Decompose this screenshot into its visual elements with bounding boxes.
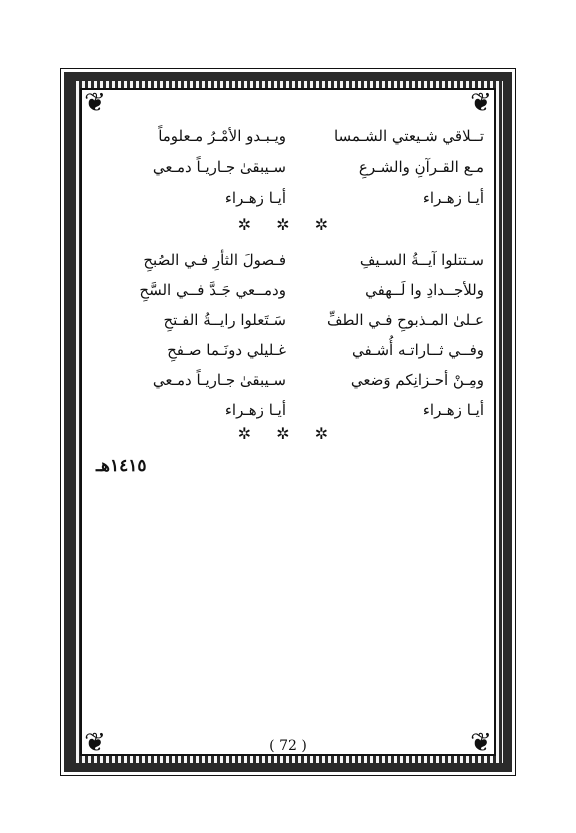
- verse-first-hemistich: وفــي ثــاراتـه أُشـفي: [351, 341, 484, 359]
- verse-second-hemistich: سـيبقىٰ جـاريـاً دمـعي: [152, 371, 286, 389]
- verse-second-hemistich: أيـا زهـراء: [224, 189, 286, 207]
- verse-first-hemistich: عـلىٰ المـذبوحِ فـي الطفِّ: [326, 311, 484, 329]
- stanza-separator: ✲ ✲ ✲: [237, 215, 339, 234]
- verse-first-hemistich: سـتتلوا آيــةُ السـيفِ: [359, 251, 484, 269]
- verse-line: [92, 306, 484, 334]
- corner-ornament-icon: ❦: [470, 728, 492, 758]
- verse-line: [92, 366, 484, 394]
- verse-second-hemistich: سَـتَعلوا رايــةُ الفـتحِ: [163, 311, 286, 329]
- verse-first-hemistich: تــلاقي شـيعتي الشـمسا: [333, 127, 484, 145]
- verse-first-hemistich: ومِـنْ أحـزانِكم وَضعي: [350, 371, 484, 389]
- verse-refrain: [92, 396, 484, 424]
- verse-second-hemistich: سـيبقىٰ جـاريـاً دمـعي: [152, 158, 286, 176]
- verse-line: [92, 246, 484, 274]
- verse-first-hemistich: أيـا زهـراء: [422, 189, 484, 207]
- verse-refrain: [92, 184, 484, 212]
- verse-line: [92, 336, 484, 364]
- verse-first-hemistich: أيـا زهـراء: [422, 401, 484, 419]
- verse-line: [92, 276, 484, 304]
- corner-ornament-icon: ❦: [470, 88, 492, 118]
- corner-ornament-icon: ❦: [84, 728, 106, 758]
- corner-ornament-icon: ❦: [84, 88, 106, 118]
- verse-second-hemistich: غـليلي دونَـما صـفحِ: [167, 341, 286, 359]
- hijri-date: ١٤١٥هـ: [96, 456, 147, 476]
- verse-second-hemistich: أيـا زهـراء: [224, 401, 286, 419]
- verse-line: [92, 153, 484, 181]
- page-number: ( 72 ): [269, 738, 307, 754]
- verse-first-hemistich: وللأجــدادِ وا لَــهفي: [365, 281, 484, 299]
- verse-second-hemistich: فـصولَ الثأرِ فـي الصُبحِ: [143, 251, 286, 269]
- stanza-separator: ✲ ✲ ✲: [237, 424, 339, 443]
- verse-line: [92, 122, 484, 150]
- verse-first-hemistich: مـع القـرآنِ والشـرعِ: [358, 158, 484, 176]
- verse-second-hemistich: ودمــعي جَـدَّ فــي السَّحِ: [139, 281, 286, 299]
- verse-second-hemistich: ويـبـدو الأمْـرُ مـعلوماً: [158, 127, 286, 145]
